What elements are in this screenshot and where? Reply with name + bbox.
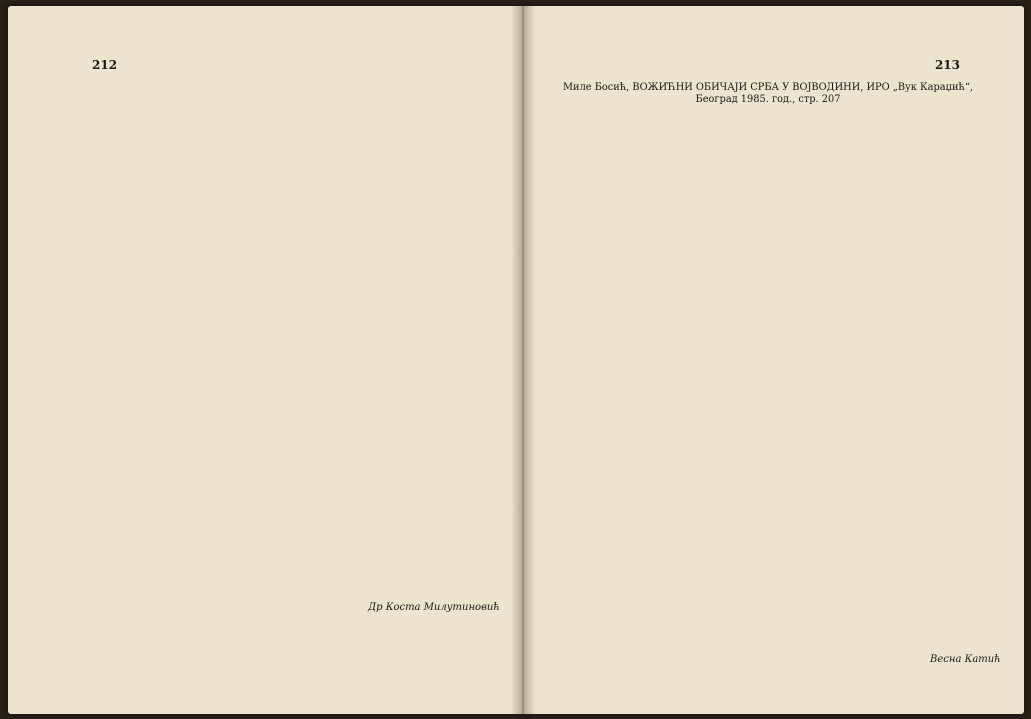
right-page (528, 6, 1024, 714)
left-column-2 (298, 80, 494, 680)
right-column-1 (560, 110, 758, 680)
book-spread (8, 6, 1024, 714)
review-heading: Миле Босић, ВОЖИЋНИ ОБИЧАЈИ СРБА У ВОЈВОДИНИ, ИРО „Вук Караџић“, Београд 1985. год., стр. 207 (563, 82, 973, 105)
left-page (8, 6, 518, 714)
page-number-right: 213 (934, 58, 960, 72)
right-column-2 (774, 110, 970, 680)
right-signature: Весна Катић (930, 654, 1001, 665)
page-number-left: 212 (92, 58, 118, 72)
left-signature: Др Коста Милутиновић (368, 602, 500, 613)
left-column-1 (86, 80, 284, 680)
